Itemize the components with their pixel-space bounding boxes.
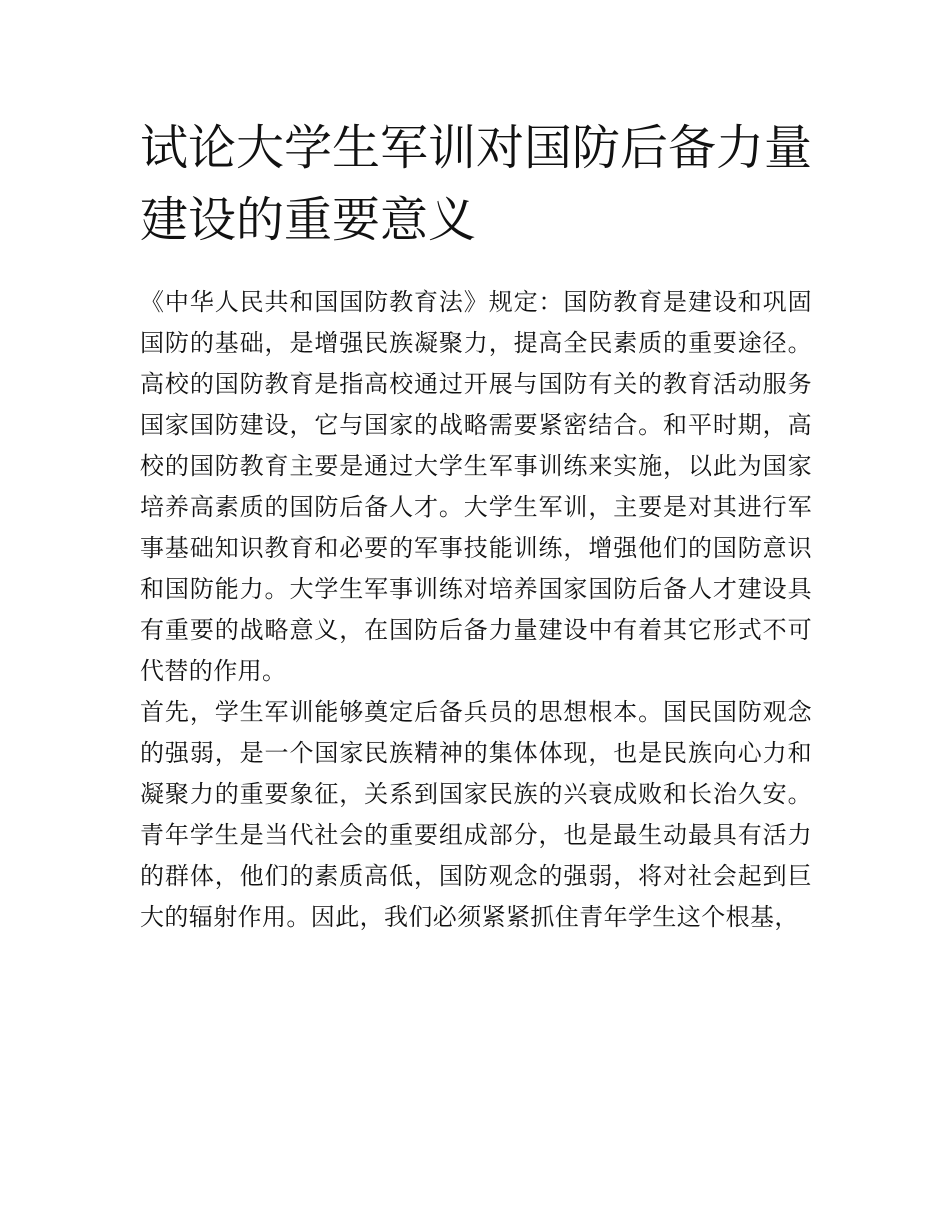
body-paragraph-2: 首先，学生军训能够奠定后备兵员的思想根本。国民国防观念的强弱，是一个国家民族精神的集体体现，也是民族向心力和凝聚力的重要象征，关系到国家民族的兴衰成败和长治久安。青年学生是当代社会的重要组成部分，也是最生动最具有活力的群体，他们的素质高低，国防观念的强弱，将对社会起到巨大的辐射作用。因此，我们必须紧紧抓住青年学生这个根基，: [140, 698, 812, 931]
document-title: 试论大学生军训对国防后备力量建设的重要意义: [140, 120, 813, 248]
document-content: [140, 112, 812, 938]
body-paragraph-1: 《中华人民共和国国防教育法》规定：国防教育是建设和巩固国防的基础，是增强民族凝聚力，提高全民素质的重要途径。高校的国防教育是指高校通过开展与国防有关的教育活动服务国家国防建设，它与国家的战略需要紧密结合。和平时期，高校的国防教育主要是通过大学生军事训练来实施，以此为国家培养高素质的国防后备人才。大学生军训，主要是对其进行军事基础知识教育和必要的军事技能训练，增强他们的国防意识和国防能力。大学生军事训练对培养国家国防后备人才建设具有重要的战略意义，在国防后备力量建设中有着其它形式不可代替的作用。: [140, 288, 812, 685]
